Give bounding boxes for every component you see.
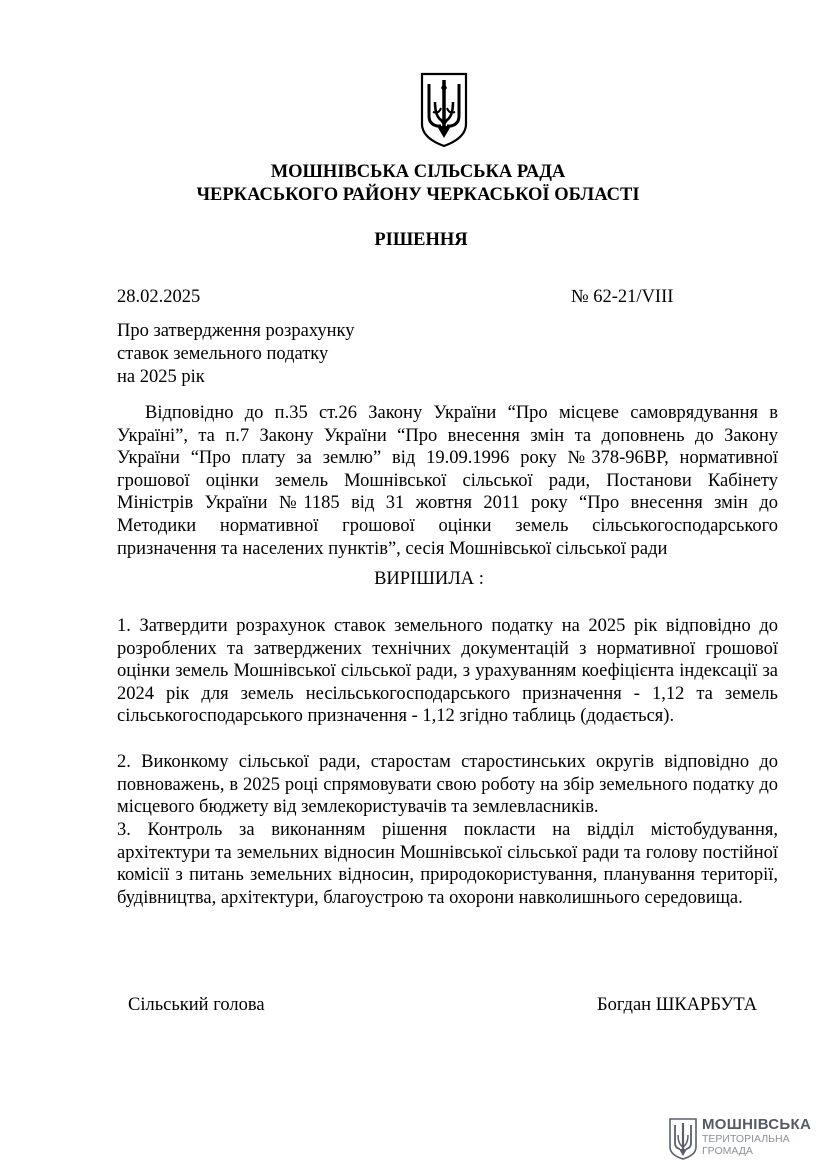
resolved-heading: ВИРІШИЛА :	[374, 569, 484, 589]
logo-subtitle: ТЕРИТОРІАЛЬНА	[702, 1133, 790, 1145]
decision-number: № 62-21/VIII	[571, 287, 674, 307]
council-region: ЧЕРКАСЬКОГО РАЙОНУ ЧЕРКАСЬКОЇ ОБЛАСТІ	[196, 185, 640, 205]
subject-line: Про затвердження розрахунку	[117, 321, 355, 341]
trident-logo-icon	[668, 1117, 698, 1161]
decision-subject	[117, 320, 355, 389]
signatory-name: Богдан ШКАРБУТА	[597, 995, 758, 1015]
council-name: МОШНІВСЬКА СІЛЬСЬКА РАДА	[270, 162, 566, 182]
subject-line: ставок земельного податку	[117, 344, 329, 364]
subject-line: на 2025 рік	[117, 367, 205, 387]
logo-name: МОШНІВСЬКА	[702, 1116, 812, 1133]
decision-date: 28.02.2025	[117, 287, 201, 307]
resolution-item-3: 3. Контроль за виконанням рішення покласти на відділ містобудування, архітектури та земельних відносин Мошнівської сільської ради та голову постійної комісії з питань земельних відносин, природокористування, планування території, будівництва, архітектури, благоустрою та охорони навколишнього середовища.	[117, 820, 778, 908]
resolution-item-2: 2. Виконкому сільської ради, старостам старостинських округів відповідно до повноважень, в 2025 році спрямовувати свою роботу на збір земельного податку до місцевого бюджету від землекористувачів та землевласників.	[117, 752, 778, 818]
preamble-paragraph: Відповідно до п.35 ст.26 Закону України “Про місцеве самоврядування в Україні”, та п.7 Закону України “Про внесення змін та доповнень до Закону України “Про плату за землю” від 19.09.1996 року №378-96ВР, нормативної грошової оцінки земель Мошнівської сільської ради, Постанови Кабінету Міністрів України №1185 від 31 жовтня 2011 року “Про внесення змін до Методики нормативної грошової оцінки земель сільськогосподарського призначення та населених пунктів”, сесія Мошнівської сільської ради	[117, 403, 778, 559]
logo-subtitle: ГРОМАДА	[702, 1145, 753, 1157]
signatory-role: Сільський голова	[128, 995, 265, 1015]
trident-coat-of-arms-icon	[419, 72, 469, 148]
community-logo	[668, 1116, 812, 1161]
resolution-item-1: 1. Затвердити розрахунок ставок земельного податку на 2025 рік відповідно до розроблених та затверджених технічних документацій з нормативної грошової оцінки земель Мошнівської сільської ради, з урахуванням коефіцієнта індексації за 2024 рік для земель несільськогосподарського призначення - 1,12 та земель сільськогосподарського призначення - 1,12 згідно таблиць (додається).	[117, 616, 778, 727]
document-title: РІШЕННЯ	[374, 230, 468, 250]
